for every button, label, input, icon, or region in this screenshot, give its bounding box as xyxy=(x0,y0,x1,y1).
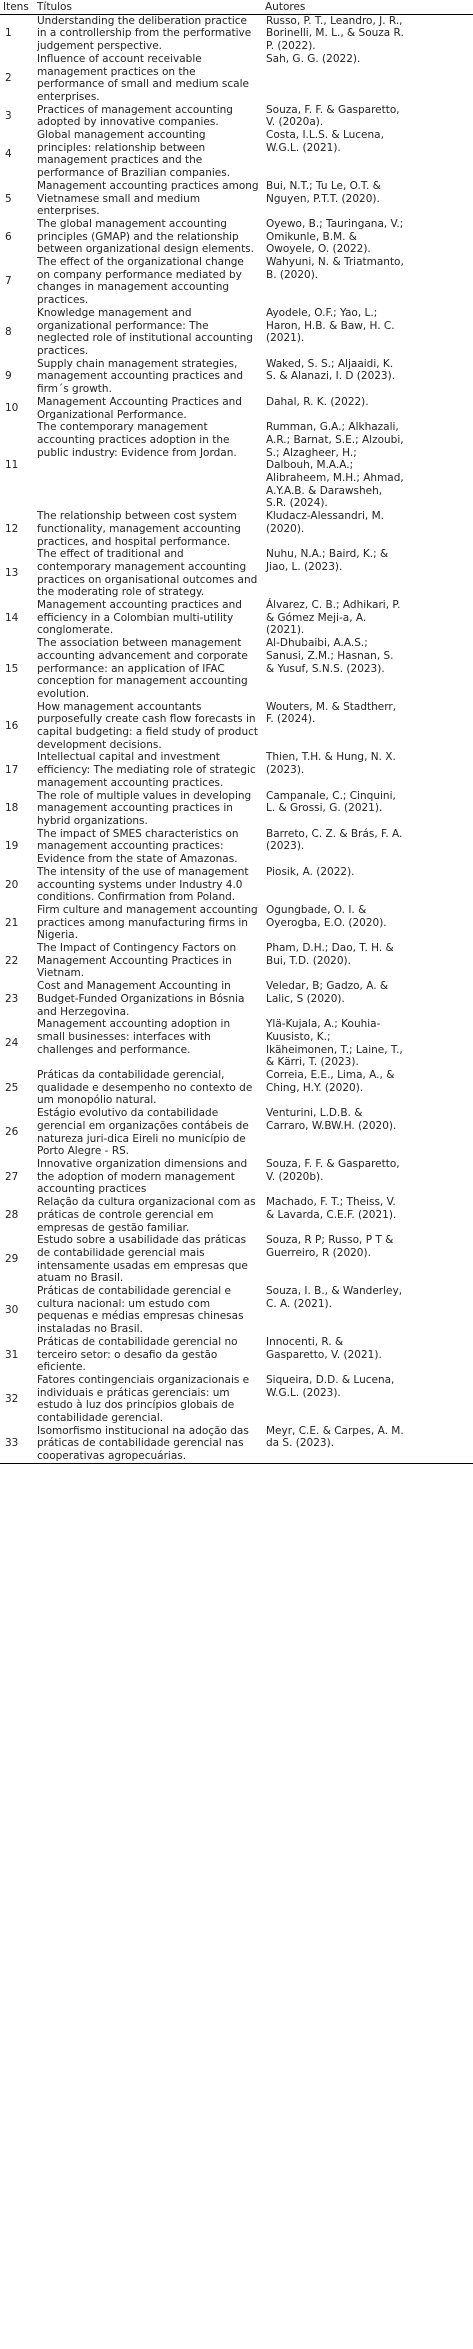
item-number: 2 xyxy=(5,71,12,84)
table-row xyxy=(0,980,473,1018)
item-title: Understanding the deliberation practice in a controllership from the performative judgement perspective. xyxy=(37,14,252,53)
item-authors: Wahyuni, N. & Triatmanto, B. (2020). xyxy=(266,256,404,281)
item-authors: Wouters, M. & Stadtherr, F. (2024). xyxy=(266,700,397,726)
item-authors: Thien, T.H. & Hung, N. X. (2023). xyxy=(266,751,396,777)
item-number: 18 xyxy=(5,802,19,815)
item-title: The effect of traditional and contemporary management accounting practices on organisational outcomes and the moderating role of strategy. xyxy=(37,548,258,599)
item-title: The role of multiple values in developing management accounting practices in hybrid organizations. xyxy=(37,789,252,827)
item-number: 11 xyxy=(5,459,19,472)
item-author-cell xyxy=(262,53,473,104)
table-row xyxy=(0,599,473,637)
item-number: 12 xyxy=(5,522,19,535)
item-number: 24 xyxy=(5,1037,19,1050)
item-authors: Al-Dhubaibi, A.A.S.; Sanusi, Z.M.; Hasnan, S. & Yusuf, S.N.S. (2023). xyxy=(266,637,394,675)
item-title: Intellectual capital and investment efficiency: The mediating role of strategic management accounting practices. xyxy=(37,751,256,789)
item-authors: Ogungbade, O. I. & Oyerogba, E.O. (2020). xyxy=(266,903,387,929)
table-row xyxy=(0,14,473,53)
item-authors: Waked, S. S.; Aljaaidi, K. S. & Alanazi, I. D (2023). xyxy=(266,357,396,383)
item-authors: Ayodele, O.F.; Yao, L.; Haron, H.B. & Baw, H. C. (2021). xyxy=(266,306,395,345)
table-row xyxy=(0,396,473,421)
item-number: 6 xyxy=(5,230,12,243)
table-row xyxy=(0,942,473,980)
item-author-cell xyxy=(262,701,473,752)
item-title: Firm culture and management accounting practices among manufacturing firms in Nigeria. xyxy=(37,903,258,942)
item-number: 1 xyxy=(5,27,12,40)
item-author-cell xyxy=(262,510,473,548)
item-number: 16 xyxy=(5,719,19,732)
item-authors: Oyewo, B.; Tauringana, V.; Omikunle, B.M. & Owoyele, O. (2022). xyxy=(266,217,404,256)
item-number: 33 xyxy=(0,1425,34,1464)
item-number: 7 xyxy=(5,275,12,288)
table-row xyxy=(0,548,473,599)
item-title: The intensity of the use of management accounting systems under Industry 4.0 conditions. Confirmation from Poland. xyxy=(37,865,249,904)
table-row xyxy=(0,1285,473,1336)
item-author-cell xyxy=(262,904,473,942)
item-authors: Innocenti, R. & Gasparetto, V. (2021). xyxy=(266,1335,382,1361)
item-author-cell xyxy=(262,866,473,904)
item-authors: Sah, G. G. (2022). xyxy=(266,52,361,65)
item-authors: Souza, R P; Russo, P T & Guerreiro, R (2020). xyxy=(266,1234,394,1259)
table-row xyxy=(0,256,473,307)
item-number: 31 xyxy=(5,1348,19,1361)
table-row xyxy=(0,790,473,828)
table-row xyxy=(0,701,473,752)
table-row xyxy=(0,129,473,180)
item-title: Management accounting practices and efficiency in a Colombian multi-utility conglomerate. xyxy=(37,599,242,637)
item-title: The relationship between cost system functionality, management accounting practices, and hospital performance. xyxy=(37,510,241,548)
item-title: How management accountants purposefully create cash flow forecasts in capital budgeting: a field study of product development decisions. xyxy=(37,700,259,751)
item-author-cell xyxy=(262,980,473,1018)
item-authors: Álvarez, C. B.; Adhikari, P. & Gómez Meji-a, A. (2021). xyxy=(266,599,401,637)
item-authors: Venturini, L.D.B. & Carraro, W.BW.H. (2020). xyxy=(266,1107,397,1132)
item-number: 9 xyxy=(5,370,12,383)
item-authors: Meyr, C.E. & Carpes, A. M. da S. (2023). xyxy=(266,1424,404,1450)
item-authors: Machado, F. T.; Theiss, V. & Lavarda, C.E.F. (2021). xyxy=(266,1196,397,1221)
item-authors: Piosik, A. (2022). xyxy=(266,865,355,878)
item-authors: Rumman, G.A.; Alkhazali, A.R.; Barnat, S.E.; Alzoubi, S.; Alzagheer, H.; Dalbouh, M.A.A.; Alibraheem, M.H.; Ahmad, A.Y.A.B. & Darawsheh, S.R. (2024). xyxy=(266,421,404,510)
item-author-cell xyxy=(262,1374,473,1425)
item-authors: Costa, I.L.S. & Lucena, W.G.L. (2021). xyxy=(266,129,384,154)
item-number: 26 xyxy=(5,1126,19,1139)
table-row xyxy=(0,218,473,256)
item-number: 20 xyxy=(5,878,19,891)
item-author-cell xyxy=(262,1285,473,1336)
item-number: 22 xyxy=(5,954,19,967)
item-author-cell xyxy=(262,751,473,789)
item-author-cell xyxy=(262,637,473,701)
item-number: 10 xyxy=(5,402,19,415)
header-titulos: Títulos xyxy=(34,0,262,14)
item-number: 28 xyxy=(5,1208,19,1221)
table-row xyxy=(0,307,473,358)
item-title: The impact of SMES characteristics on management accounting practices: Evidence from the state of Amazonas. xyxy=(37,827,239,866)
item-number: 3 xyxy=(5,109,12,122)
table-row xyxy=(0,180,473,218)
item-number: 4 xyxy=(5,148,12,161)
item-author-cell xyxy=(262,1069,473,1107)
item-authors: Russo, P. T., Leandro, J. R., Borinelli, M. L., & Souza R. P. (2022). xyxy=(266,14,404,53)
item-number: 17 xyxy=(5,764,19,777)
item-authors: Souza, F. F. & Gasparetto, V. (2020b). xyxy=(266,1157,400,1183)
item-title: Knowledge management and organizational performance: The neglected role of institutional accounting practices. xyxy=(37,306,253,357)
item-title: Estágio evolutivo da contabilidade gerencial em organizações contábeis de natureza juri-dica Eireli no município de Porto Alegre - RS. xyxy=(37,1107,249,1158)
item-number: 15 xyxy=(5,662,19,675)
item-title: Management accounting adoption in small businesses: interfaces with challenges and performance. xyxy=(37,1018,231,1056)
item-author-cell xyxy=(262,421,473,510)
item-authors: Souza, I. B., & Wanderley, C. A. (2021). xyxy=(266,1285,403,1310)
item-author-cell xyxy=(262,104,473,129)
table-row xyxy=(0,1107,473,1158)
item-authors: Siqueira, D.D. & Lucena, W.G.L. (2023). xyxy=(266,1373,395,1399)
item-authors: Pham, D.H.; Dao, T. H. & Bui, T.D. (2020). xyxy=(266,942,394,967)
item-author-cell xyxy=(262,1425,473,1464)
item-author-cell xyxy=(262,129,473,180)
item-number: 25 xyxy=(5,1081,19,1094)
item-authors: Veledar, B; Gadzo, A. & Lalic, S (2020). xyxy=(266,980,389,1005)
table-row xyxy=(0,866,473,904)
item-author-cell xyxy=(262,14,473,53)
item-author-cell xyxy=(262,1158,473,1196)
item-author-cell xyxy=(262,599,473,637)
item-title: The effect of the organizational change on company performance mediated by changes in management accounting practices. xyxy=(37,256,244,307)
item-number: 14 xyxy=(5,611,19,624)
item-title: Cost and Management Accounting in Budget-Funded Organizations in Bósnia and Herzegovina. xyxy=(37,980,245,1018)
table-row xyxy=(0,1018,473,1069)
item-number: 29 xyxy=(5,1253,19,1266)
table-row xyxy=(0,1234,473,1285)
item-title: Influence of account receivable management practices on the performance of small and medium scale enterprises. xyxy=(37,52,249,103)
item-title: The contemporary management accounting practices adoption in the public industry: Evidence from Jordan. xyxy=(37,421,237,459)
item-authors: Bui, N.T.; Tu Le, O.T. & Nguyen, P.T.T. (2020). xyxy=(266,179,381,205)
item-author-cell xyxy=(262,218,473,256)
table-body xyxy=(0,14,473,1463)
item-title: Supply chain management strategies, management accounting practices and firm´s growth. xyxy=(37,357,244,396)
item-number: 23 xyxy=(5,992,19,1005)
item-number: 27 xyxy=(5,1170,19,1183)
table-row xyxy=(0,828,473,866)
item-title: Management Accounting Practices and Organizational Performance. xyxy=(37,395,242,421)
item-authors: Nuhu, N.A.; Baird, K.; & Jiao, L. (2023). xyxy=(266,548,389,573)
table-row xyxy=(0,751,473,789)
table-row xyxy=(0,904,473,942)
table-row xyxy=(0,358,473,396)
item-number: 5 xyxy=(5,192,12,205)
item-number: 13 xyxy=(5,567,19,580)
item-number: 8 xyxy=(5,325,12,338)
item-title: Innovative organization dimensions and the adoption of modern management accounting practices xyxy=(37,1157,248,1196)
item-author-cell xyxy=(262,1107,473,1158)
item-title: The global management accounting principles (GMAP) and the relationship between organizational design elements. xyxy=(37,217,254,256)
item-author-cell xyxy=(262,307,473,358)
item-authors: Ylä-Kujala, A.; Kouhia-Kuusisto, K.; Ikäheimonen, T.; Laine, T., & Kärri, T. (2023). xyxy=(266,1018,403,1069)
item-number: 19 xyxy=(5,840,19,853)
table-row xyxy=(0,1196,473,1234)
table-row xyxy=(0,1374,473,1425)
item-authors: Barreto, C. Z. & Brás, F. A. (2023). xyxy=(266,827,403,853)
item-author-cell xyxy=(262,1196,473,1234)
item-author-cell xyxy=(262,1336,473,1374)
item-title: Estudo sobre a usabilidade das práticas de contabilidade gerencial mais intensamente usadas em empresas que atuam no Brasil. xyxy=(37,1234,248,1285)
item-author-cell xyxy=(262,942,473,980)
table-row xyxy=(0,1069,473,1107)
item-author-cell xyxy=(262,790,473,828)
item-authors: Campanale, C.; Cinquini, L. & Grossi, G. (2021). xyxy=(266,789,396,815)
table-row xyxy=(0,104,473,129)
table-row xyxy=(0,53,473,104)
item-number: 30 xyxy=(5,1304,19,1317)
item-author-cell xyxy=(262,1018,473,1069)
item-number: 32 xyxy=(5,1392,19,1405)
item-title: Práticas de contabilidade gerencial no terceiro setor: o desafio da gestão eficiente. xyxy=(37,1335,238,1374)
item-author-cell xyxy=(262,256,473,307)
header-row xyxy=(0,0,473,14)
item-authors: Dahal, R. K. (2022). xyxy=(266,395,369,408)
item-author-cell xyxy=(262,1234,473,1285)
item-authors: Correia, E.E., Lima, A., & Ching, H.Y. (2020). xyxy=(266,1069,395,1094)
item-author-cell xyxy=(262,396,473,421)
table-row xyxy=(0,1336,473,1374)
header-itens: Itens xyxy=(0,0,34,14)
item-title: Practices of management accounting adopted by innovative companies. xyxy=(37,103,233,129)
item-title: Práticas de contabilidade gerencial e cultura nacional: um estudo com pequenas e médias empresas chinesas instaladas no Brasil. xyxy=(37,1285,244,1336)
item-title: Fatores contingenciais organizacionais e individuais e práticas gerenciais: um estudo à luz dos princípios globais de contabilidade gerencial. xyxy=(37,1373,250,1425)
item-title: Práticas da contabilidade gerencial, qualidade e desempenho no contexto de um monopólio natural. xyxy=(37,1069,253,1107)
item-title: Management accounting practices among Vietnamese small and medium enterprises. xyxy=(37,179,259,218)
item-author-cell xyxy=(262,828,473,866)
item-author-cell xyxy=(262,358,473,396)
item-author-cell xyxy=(262,180,473,218)
table-row xyxy=(0,1425,473,1464)
item-authors: Souza, F. F. & Gasparetto, V. (2020a). xyxy=(266,103,400,129)
item-author-cell xyxy=(262,548,473,599)
item-authors: Kludacz-Alessandri, M. (2020). xyxy=(266,510,384,535)
table-row xyxy=(0,510,473,548)
item-title: Isomorfismo institucional na adoção das práticas de contabilidade gerencial nas cooperativas agropecuárias. xyxy=(34,1425,262,1464)
header-autores: Autores xyxy=(262,0,473,14)
item-title: The Impact of Contingency Factors on Management Accounting Practices in Vietnam. xyxy=(37,942,237,980)
item-number: 21 xyxy=(5,916,19,929)
item-title: The association between management accounting advancement and corporate performance: an application of IFAC conception for management accounting evolution. xyxy=(37,637,248,700)
table-header xyxy=(0,0,473,14)
table-row xyxy=(0,1158,473,1196)
table-row xyxy=(0,421,473,510)
item-title: Relação da cultura organizacional com as práticas de controle gerencial em empresas de gestão familiar. xyxy=(37,1196,256,1234)
table-row xyxy=(0,637,473,701)
item-title: Global management accounting principles: relationship between management practices and the performance of Brazilian companies. xyxy=(37,129,231,180)
